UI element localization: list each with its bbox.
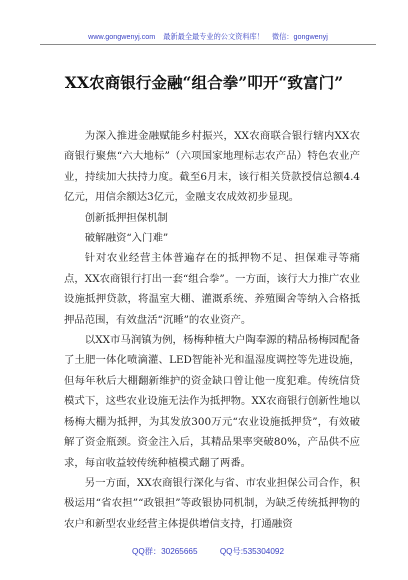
paragraph-example: 以XX市马润镇为例，杨梅种植大户陶奉源的精品杨梅园配备了土肥一体化喷滴灌、LED智能补光和温湿度调控等先进设施，但每年秋后大棚翻新维护的资金缺口曾让他一度犯难。传统信贷模式下，这些农业设施无法作为抵押物。XX农商银行创新性地以杨梅大棚为抵押，为其发放300万元“农业设施抵押贷”，有效破解了资金瓶颈。资金注入后，其精品果率突破80%，产品供不应求，每亩收益较传统种植模式翻了两番。 xyxy=(64,334,360,469)
header-slogan: 最新最全最专业的公文资料库！ xyxy=(163,32,264,41)
paragraph-intro: 为深入推进金融赋能乡村振兴，XX农商联合银行辖内XX农商银行聚焦“六大地标”（六项国家地理标志农产品）特色农业产业，持续加大扶持力度。截至6月末，该行相关贷款授信总额4.4亿元，用信余额达3亿元，金融支农成效初步显现。 xyxy=(64,130,360,204)
page-footer xyxy=(40,546,376,557)
document-title: XX农商银行金融“组合拳”叩开“致富门” xyxy=(64,73,344,92)
paragraph-collateral: 针对农业经营主体普遍存在的抵押物不足、担保难寻等痛点，XX农商银行打出一套“组合拳”。一方面，该行大力推广农业设施抵押贷款，将温室大棚、灌溉系统、养殖圈舍等纳入合格抵押品范围，有效盘活“沉睡”的农业资产。 xyxy=(64,252,360,326)
section-heading: 创新抵押担保机制 xyxy=(84,211,168,224)
page-header xyxy=(40,32,376,42)
footer-qq-number: QQ号:535304092 xyxy=(219,547,284,556)
section-subheading: 破解融资“入门难” xyxy=(84,232,169,245)
paragraph-guarantee: 另一方面，XX农商银行深化与省、市农业担保公司合作，积极运用“省农担”“政银担”等政银协同机制，为缺乏传统抵押物的农户和新型农业经营主体提供增信支持，打通融资 xyxy=(64,476,360,530)
footer-qq-group: QQ群：30265665 xyxy=(131,547,198,556)
header-wechat: 微信：gongwenyj xyxy=(271,32,328,41)
header-divider xyxy=(40,44,376,45)
header-site-link[interactable]: www.gongwenyj.com xyxy=(88,32,156,41)
document-body xyxy=(64,126,360,534)
